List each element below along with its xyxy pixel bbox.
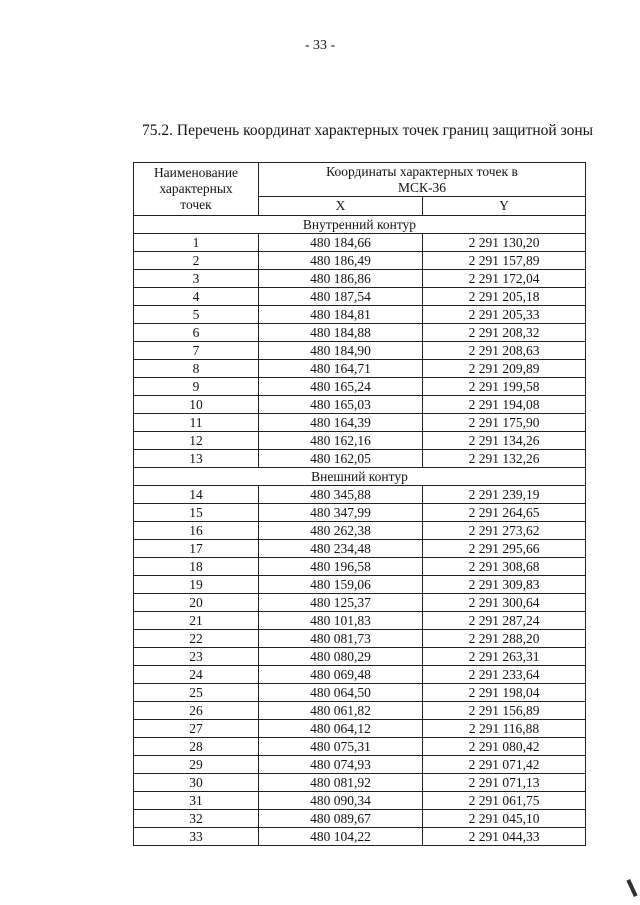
y-coordinate-cell: 2 291 264,65 [423,504,586,522]
table-row [134,576,586,594]
x-coordinate-cell: 480 080,29 [259,648,423,666]
x-coordinate-cell: 480 347,99 [259,504,423,522]
x-coordinate-cell: 480 159,06 [259,576,423,594]
table-row [134,234,586,252]
y-coordinate-cell: 2 291 309,83 [423,576,586,594]
point-number-cell: 8 [134,360,259,378]
point-number-cell: 4 [134,288,259,306]
section-title: Внутренний контур [134,216,586,234]
table-row [134,432,586,450]
table-row [134,414,586,432]
table-row [134,522,586,540]
x-coordinate-cell: 480 184,90 [259,342,423,360]
x-coordinate-cell: 480 074,93 [259,756,423,774]
x-coordinate-cell: 480 069,48 [259,666,423,684]
y-coordinate-cell: 2 291 288,20 [423,630,586,648]
x-coordinate-cell: 480 081,92 [259,774,423,792]
x-coordinate-cell: 480 075,31 [259,738,423,756]
table-row [134,738,586,756]
table-row [134,378,586,396]
y-coordinate-cell: 2 291 071,13 [423,774,586,792]
x-coordinate-cell: 480 164,71 [259,360,423,378]
x-coordinate-cell: 480 081,73 [259,630,423,648]
y-coordinate-cell: 2 291 208,32 [423,324,586,342]
point-number-cell: 18 [134,558,259,576]
y-coordinate-cell: 2 291 208,63 [423,342,586,360]
table-row [134,504,586,522]
table-row [134,540,586,558]
coordinates-table-body [134,216,586,846]
point-number-cell: 22 [134,630,259,648]
table-row [134,702,586,720]
x-coordinate-cell: 480 061,82 [259,702,423,720]
point-number-cell: 3 [134,270,259,288]
coordinates-table [133,162,586,846]
table-row [134,756,586,774]
section-title: Внешний контур [134,468,586,486]
y-coordinate-cell: 2 291 044,33 [423,828,586,846]
point-number-cell: 16 [134,522,259,540]
y-column-header: Y [423,197,586,216]
point-number-cell: 32 [134,810,259,828]
x-coordinate-cell: 480 196,58 [259,558,423,576]
point-number-cell: 13 [134,450,259,468]
y-coordinate-cell: 2 291 130,20 [423,234,586,252]
y-coordinate-cell: 2 291 080,42 [423,738,586,756]
point-number-cell: 19 [134,576,259,594]
x-coordinate-cell: 480 090,34 [259,792,423,810]
margin-mark [626,879,637,897]
y-coordinate-cell: 2 291 061,75 [423,792,586,810]
y-coordinate-cell: 2 291 156,89 [423,702,586,720]
x-coordinate-cell: 480 101,83 [259,612,423,630]
x-coordinate-cell: 480 064,50 [259,684,423,702]
y-coordinate-cell: 2 291 194,08 [423,396,586,414]
y-coordinate-cell: 2 291 045,10 [423,810,586,828]
table-row [134,684,586,702]
y-coordinate-cell: 2 291 198,04 [423,684,586,702]
point-number-cell: 24 [134,666,259,684]
x-coordinate-cell: 480 162,05 [259,450,423,468]
table-row [134,306,586,324]
table-row [134,558,586,576]
x-coordinate-cell: 480 104,22 [259,828,423,846]
table-row [134,648,586,666]
x-coordinate-cell: 480 089,67 [259,810,423,828]
table-row [134,720,586,738]
point-number-cell: 15 [134,504,259,522]
point-number-cell: 23 [134,648,259,666]
y-coordinate-cell: 2 291 263,31 [423,648,586,666]
table-row [134,810,586,828]
y-coordinate-cell: 2 291 205,33 [423,306,586,324]
x-coordinate-cell: 480 064,12 [259,720,423,738]
table-row [134,252,586,270]
y-coordinate-cell: 2 291 172,04 [423,270,586,288]
y-coordinate-cell: 2 291 308,68 [423,558,586,576]
x-coordinate-cell: 480 234,48 [259,540,423,558]
x-coordinate-cell: 480 184,81 [259,306,423,324]
table-row [134,270,586,288]
point-number-cell: 28 [134,738,259,756]
y-coordinate-cell: 2 291 295,66 [423,540,586,558]
point-number-cell: 26 [134,702,259,720]
point-number-cell: 33 [134,828,259,846]
table-row [134,288,586,306]
x-coordinate-cell: 480 184,66 [259,234,423,252]
y-coordinate-cell: 2 291 157,89 [423,252,586,270]
y-coordinate-cell: 2 291 199,58 [423,378,586,396]
point-name-header: Наименование характерных точек [134,163,259,216]
point-number-cell: 21 [134,612,259,630]
point-number-cell: 30 [134,774,259,792]
table-row [134,612,586,630]
table-row [134,774,586,792]
y-coordinate-cell: 2 291 132,26 [423,450,586,468]
point-number-cell: 27 [134,720,259,738]
y-coordinate-cell: 2 291 209,89 [423,360,586,378]
point-number-cell: 25 [134,684,259,702]
table-row [134,360,586,378]
table-row [134,450,586,468]
point-number-cell: 2 [134,252,259,270]
y-coordinate-cell: 2 291 116,88 [423,720,586,738]
x-coordinate-cell: 480 262,38 [259,522,423,540]
point-number-cell: 14 [134,486,259,504]
x-coordinate-cell: 480 345,88 [259,486,423,504]
y-coordinate-cell: 2 291 205,18 [423,288,586,306]
point-number-cell: 20 [134,594,259,612]
y-coordinate-cell: 2 291 134,26 [423,432,586,450]
y-coordinate-cell: 2 291 273,62 [423,522,586,540]
section-row [134,468,586,486]
point-number-cell: 9 [134,378,259,396]
coordinates-header: Координаты характерных точек в МСК-36 [259,163,586,197]
point-number-cell: 10 [134,396,259,414]
point-number-cell: 17 [134,540,259,558]
point-number-cell: 11 [134,414,259,432]
y-coordinate-cell: 2 291 300,64 [423,594,586,612]
x-column-header: X [259,197,423,216]
x-coordinate-cell: 480 187,54 [259,288,423,306]
table-row [134,792,586,810]
x-coordinate-cell: 480 165,03 [259,396,423,414]
y-coordinate-cell: 2 291 287,24 [423,612,586,630]
x-coordinate-cell: 480 125,37 [259,594,423,612]
y-coordinate-cell: 2 291 071,42 [423,756,586,774]
x-coordinate-cell: 480 162,16 [259,432,423,450]
x-coordinate-cell: 480 186,49 [259,252,423,270]
point-number-cell: 12 [134,432,259,450]
point-number-cell: 7 [134,342,259,360]
x-coordinate-cell: 480 184,88 [259,324,423,342]
section-row [134,216,586,234]
table-row [134,486,586,504]
point-number-cell: 6 [134,324,259,342]
point-number-cell: 31 [134,792,259,810]
table-row [134,324,586,342]
table-row [134,594,586,612]
table-heading: 75.2. Перечень координат характерных точек границ защитной зоны [142,122,594,139]
point-number-cell: 5 [134,306,259,324]
table-row [134,630,586,648]
table-row [134,396,586,414]
x-coordinate-cell: 480 165,24 [259,378,423,396]
y-coordinate-cell: 2 291 175,90 [423,414,586,432]
y-coordinate-cell: 2 291 239,19 [423,486,586,504]
page-number: - 33 - [304,38,336,53]
table-row [134,342,586,360]
table-row [134,828,586,846]
y-coordinate-cell: 2 291 233,64 [423,666,586,684]
point-number-cell: 29 [134,756,259,774]
x-coordinate-cell: 480 186,86 [259,270,423,288]
table-row [134,666,586,684]
point-number-cell: 1 [134,234,259,252]
x-coordinate-cell: 480 164,39 [259,414,423,432]
